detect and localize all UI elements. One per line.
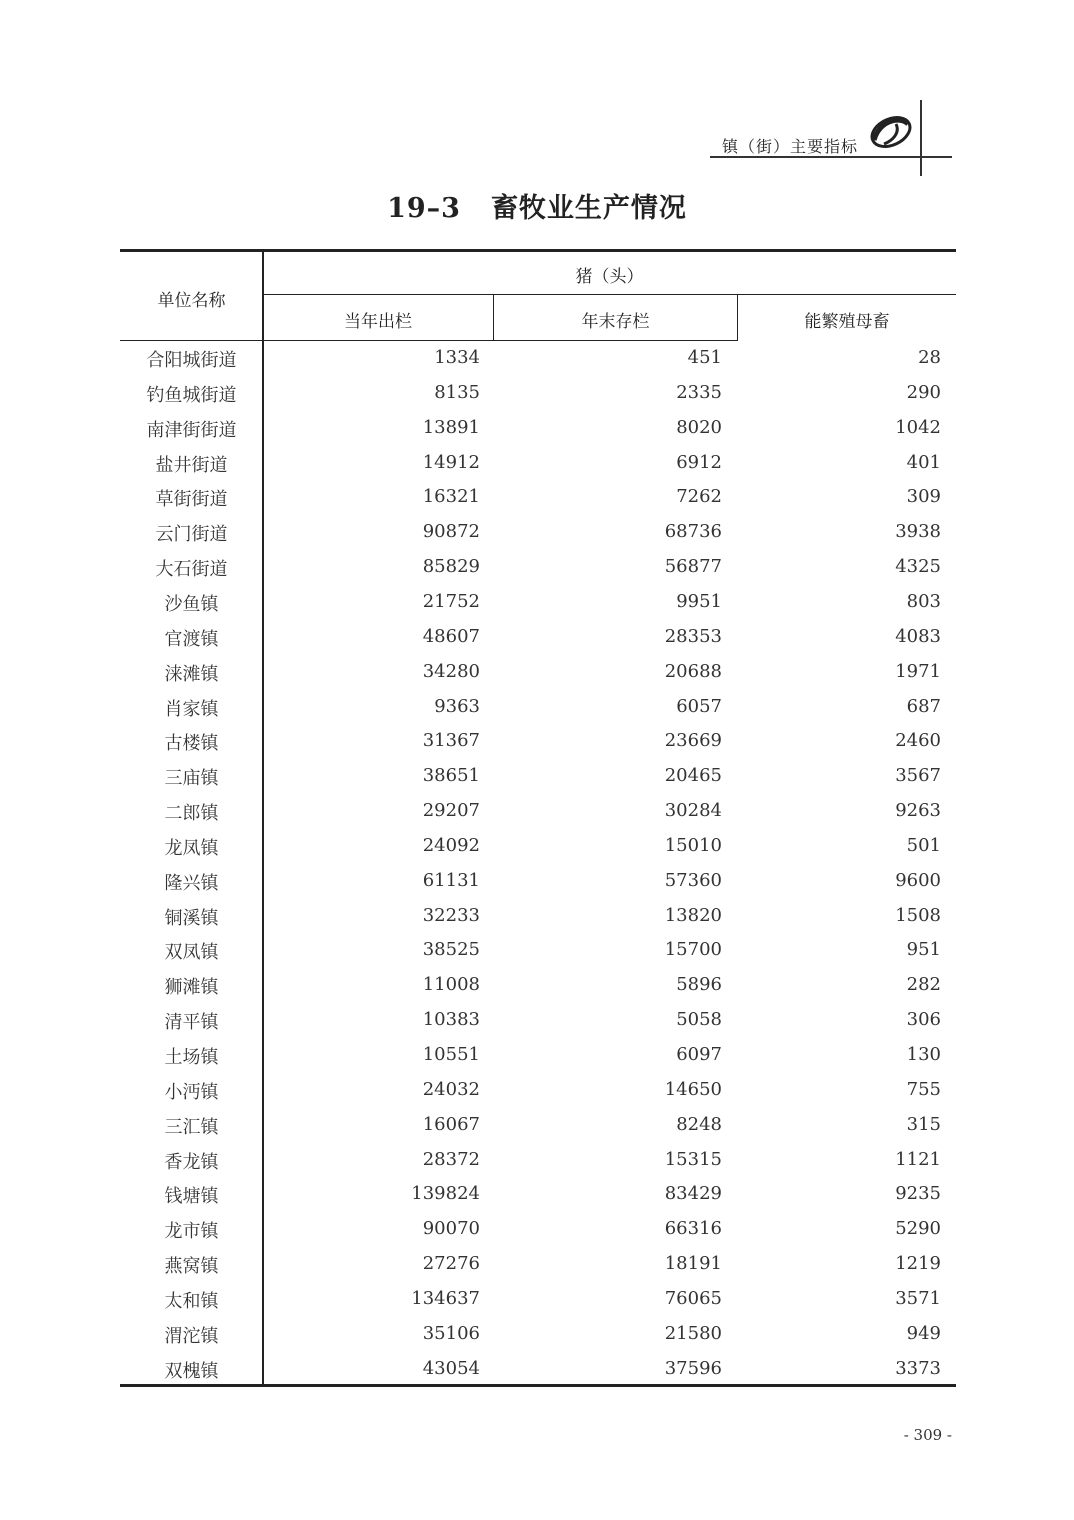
- cell-slaughtered: 38525: [422, 939, 480, 961]
- running-header: 镇（街）主要指标: [722, 137, 859, 156]
- cell-breeding-sows: 9263: [895, 800, 941, 822]
- col-header-breeding-sows: 能繁殖母畜: [804, 312, 890, 332]
- cell-slaughtered: 34280: [422, 660, 480, 682]
- cell-breeding-sows: 687: [906, 695, 941, 717]
- row-unit-name: 三庙镇: [164, 768, 219, 790]
- row-unit-name: 古楼镇: [164, 733, 219, 755]
- cell-breeding-sows: 4083: [895, 625, 941, 647]
- table-row: [120, 515, 956, 550]
- cell-year-end-stock: 21580: [664, 1322, 722, 1344]
- row-unit-name: 燕窝镇: [164, 1256, 219, 1278]
- row-unit-name: 云门街道: [155, 524, 228, 546]
- row-unit-name: 小沔镇: [164, 1081, 219, 1103]
- col-header-slaughtered: 当年出栏: [344, 312, 412, 332]
- cell-breeding-sows: 401: [906, 451, 941, 473]
- cell-breeding-sows: 2460: [895, 730, 941, 752]
- cell-year-end-stock: 5058: [676, 1009, 722, 1031]
- cell-breeding-sows: 501: [906, 834, 941, 856]
- cell-year-end-stock: 37596: [664, 1357, 722, 1379]
- top-rule: [120, 249, 956, 252]
- cell-breeding-sows: 3373: [895, 1357, 941, 1379]
- cell-breeding-sows: 949: [906, 1322, 941, 1344]
- cell-breeding-sows: 306: [906, 1009, 941, 1031]
- row-unit-name: 涞滩镇: [164, 663, 219, 685]
- table-row: [120, 690, 956, 725]
- cell-year-end-stock: 20465: [664, 765, 722, 787]
- cell-year-end-stock: 76065: [664, 1287, 722, 1309]
- cell-slaughtered: 38651: [422, 765, 480, 787]
- row-unit-name: 铜溪镇: [164, 907, 219, 929]
- table-row: [120, 1073, 956, 1108]
- cell-slaughtered: 27276: [422, 1253, 480, 1275]
- table-row: [120, 1003, 956, 1038]
- cell-year-end-stock: 6097: [676, 1044, 722, 1065]
- cell-year-end-stock: 30284: [664, 800, 722, 822]
- cell-breeding-sows: 3567: [895, 765, 941, 787]
- col-header-year-end-stock: 年末存栏: [581, 312, 650, 332]
- cell-slaughtered: 85829: [422, 556, 480, 578]
- cell-breeding-sows: 1121: [895, 1148, 941, 1170]
- table-row: [120, 655, 956, 690]
- cell-year-end-stock: 23669: [664, 730, 722, 752]
- cell-year-end-stock: 8248: [676, 1113, 722, 1135]
- row-unit-name: 官渡镇: [164, 628, 219, 650]
- cell-slaughtered: 48607: [422, 625, 480, 647]
- row-unit-name: 太和镇: [164, 1290, 219, 1312]
- table-row: [120, 1317, 956, 1352]
- cell-slaughtered: 43054: [422, 1357, 480, 1379]
- cell-slaughtered: 9363: [434, 695, 480, 717]
- cell-slaughtered: 29207: [422, 800, 480, 822]
- cell-breeding-sows: 290: [906, 381, 941, 403]
- cell-breeding-sows: 282: [906, 974, 941, 996]
- cell-breeding-sows: 1508: [895, 904, 941, 926]
- cell-slaughtered: 139824: [411, 1183, 480, 1205]
- row-unit-name: 盐井街道: [155, 454, 228, 476]
- cell-year-end-stock: 14650: [664, 1078, 722, 1100]
- cell-breeding-sows: 1042: [895, 416, 941, 438]
- cell-breeding-sows: 130: [906, 1044, 941, 1065]
- cell-slaughtered: 16321: [422, 486, 480, 508]
- table-row: [120, 376, 956, 411]
- cell-year-end-stock: 20688: [664, 660, 722, 682]
- cell-slaughtered: 14912: [422, 451, 480, 473]
- cell-year-end-stock: 15010: [664, 834, 722, 856]
- header-vertical-rule: [920, 100, 922, 176]
- cell-year-end-stock: 451: [687, 347, 722, 368]
- cell-year-end-stock: 28353: [664, 625, 722, 647]
- cell-slaughtered: 90070: [422, 1218, 480, 1240]
- cell-slaughtered: 28372: [422, 1148, 480, 1170]
- table-row: [120, 794, 956, 829]
- row-unit-name: 肖家镇: [164, 698, 219, 720]
- table-row: [120, 1177, 956, 1212]
- cell-year-end-stock: 18191: [664, 1253, 722, 1275]
- cell-year-end-stock: 2335: [676, 381, 722, 403]
- cell-breeding-sows: 3571: [895, 1287, 941, 1309]
- row-unit-name: 合阳城街道: [146, 350, 237, 371]
- cell-breeding-sows: 951: [906, 939, 941, 961]
- row-unit-name: 清平镇: [164, 1012, 219, 1034]
- cell-slaughtered: 90872: [422, 521, 480, 543]
- cell-breeding-sows: 9235: [895, 1183, 941, 1205]
- row-unit-name: 南津街街道: [146, 419, 237, 441]
- cell-slaughtered: 134637: [411, 1287, 480, 1309]
- table-row: [120, 899, 956, 934]
- table-row: [120, 724, 956, 759]
- table-row: [120, 1282, 956, 1317]
- row-unit-name: 沙鱼镇: [164, 593, 219, 615]
- cell-year-end-stock: 68736: [664, 521, 722, 543]
- row-unit-name: 草街街道: [155, 489, 228, 511]
- cell-slaughtered: 24032: [422, 1078, 480, 1100]
- page-title: [0, 186, 1074, 225]
- row-unit-name: 龙市镇: [164, 1221, 219, 1243]
- table-row: [120, 1038, 956, 1073]
- cell-slaughtered: 16067: [422, 1113, 480, 1135]
- row-unit-name: 渭沱镇: [164, 1325, 219, 1347]
- cell-slaughtered: 32233: [422, 904, 480, 926]
- cell-breeding-sows: 1971: [895, 660, 941, 682]
- cell-slaughtered: 10383: [422, 1009, 480, 1031]
- table-row: [120, 1247, 956, 1282]
- cell-year-end-stock: 6912: [676, 451, 722, 473]
- group-header-rule: [263, 294, 956, 295]
- row-unit-name: 龙凤镇: [164, 837, 219, 859]
- cell-year-end-stock: 8020: [676, 416, 722, 438]
- table-row: [120, 968, 956, 1003]
- cell-slaughtered: 13891: [422, 416, 480, 438]
- cell-year-end-stock: 56877: [664, 556, 722, 578]
- page-number: - 309 -: [903, 1426, 952, 1444]
- cell-breeding-sows: 28: [918, 347, 941, 368]
- table-row: [120, 1108, 956, 1143]
- row-unit-name: 香龙镇: [164, 1151, 219, 1173]
- cell-year-end-stock: 9951: [676, 590, 722, 612]
- cell-breeding-sows: 803: [906, 590, 941, 612]
- row-unit-name: 双槐镇: [164, 1360, 219, 1382]
- row-unit-name: 双凤镇: [164, 942, 219, 964]
- cell-slaughtered: 1334: [434, 347, 480, 368]
- cell-breeding-sows: 1219: [895, 1253, 941, 1275]
- cell-year-end-stock: 15700: [664, 939, 722, 961]
- table-number: 19–3: [387, 193, 461, 224]
- table-title: 畜牧业生产情况: [490, 193, 687, 224]
- cell-breeding-sows: 755: [906, 1078, 941, 1100]
- cell-slaughtered: 24092: [422, 834, 480, 856]
- header-rule: [710, 156, 952, 158]
- table-row: [120, 585, 956, 620]
- cell-breeding-sows: 9600: [895, 869, 941, 891]
- cell-year-end-stock: 57360: [664, 869, 722, 891]
- table-row: [120, 411, 956, 446]
- cell-breeding-sows: 315: [906, 1113, 941, 1135]
- table-row: [120, 480, 956, 515]
- cell-year-end-stock: 6057: [676, 695, 722, 717]
- row-unit-name: 隆兴镇: [164, 872, 219, 894]
- row-unit-name: 二郎镇: [164, 803, 219, 825]
- cell-year-end-stock: 5896: [676, 974, 722, 996]
- cell-year-end-stock: 15315: [664, 1148, 722, 1170]
- table-row: [120, 829, 956, 864]
- cell-breeding-sows: 309: [906, 486, 941, 508]
- pig-group-header: 猪（头）: [575, 267, 644, 287]
- cell-year-end-stock: 83429: [664, 1183, 722, 1205]
- swirl-logo-icon: [866, 110, 916, 154]
- unit-name-header: 单位名称: [157, 291, 226, 311]
- table-row: [120, 1352, 956, 1387]
- table-row: [120, 341, 956, 376]
- row-unit-name: 狮滩镇: [164, 977, 219, 999]
- cell-slaughtered: 21752: [422, 590, 480, 612]
- cell-breeding-sows: 3938: [895, 521, 941, 543]
- cell-slaughtered: 31367: [422, 730, 480, 752]
- table-row: [120, 1212, 956, 1247]
- cell-slaughtered: 61131: [422, 869, 480, 891]
- cell-slaughtered: 35106: [422, 1322, 480, 1344]
- cell-breeding-sows: 5290: [895, 1218, 941, 1240]
- cell-slaughtered: 10551: [422, 1044, 480, 1065]
- table-row: [120, 550, 956, 585]
- cell-slaughtered: 11008: [422, 974, 480, 996]
- table-row: [120, 864, 956, 899]
- table-row: [120, 759, 956, 794]
- table-row: [120, 620, 956, 655]
- cell-year-end-stock: 13820: [664, 904, 722, 926]
- table-row: [120, 933, 956, 968]
- row-unit-name: 土场镇: [164, 1047, 219, 1068]
- row-unit-name: 钓鱼城街道: [146, 384, 237, 406]
- table-row: [120, 1143, 956, 1178]
- cell-year-end-stock: 66316: [664, 1218, 722, 1240]
- table-row: [120, 446, 956, 481]
- cell-breeding-sows: 4325: [895, 556, 941, 578]
- row-unit-name: 大石街道: [155, 559, 228, 581]
- row-unit-name: 钱塘镇: [164, 1186, 219, 1208]
- cell-slaughtered: 8135: [434, 381, 480, 403]
- row-unit-name: 三汇镇: [164, 1116, 219, 1138]
- cell-year-end-stock: 7262: [676, 486, 722, 508]
